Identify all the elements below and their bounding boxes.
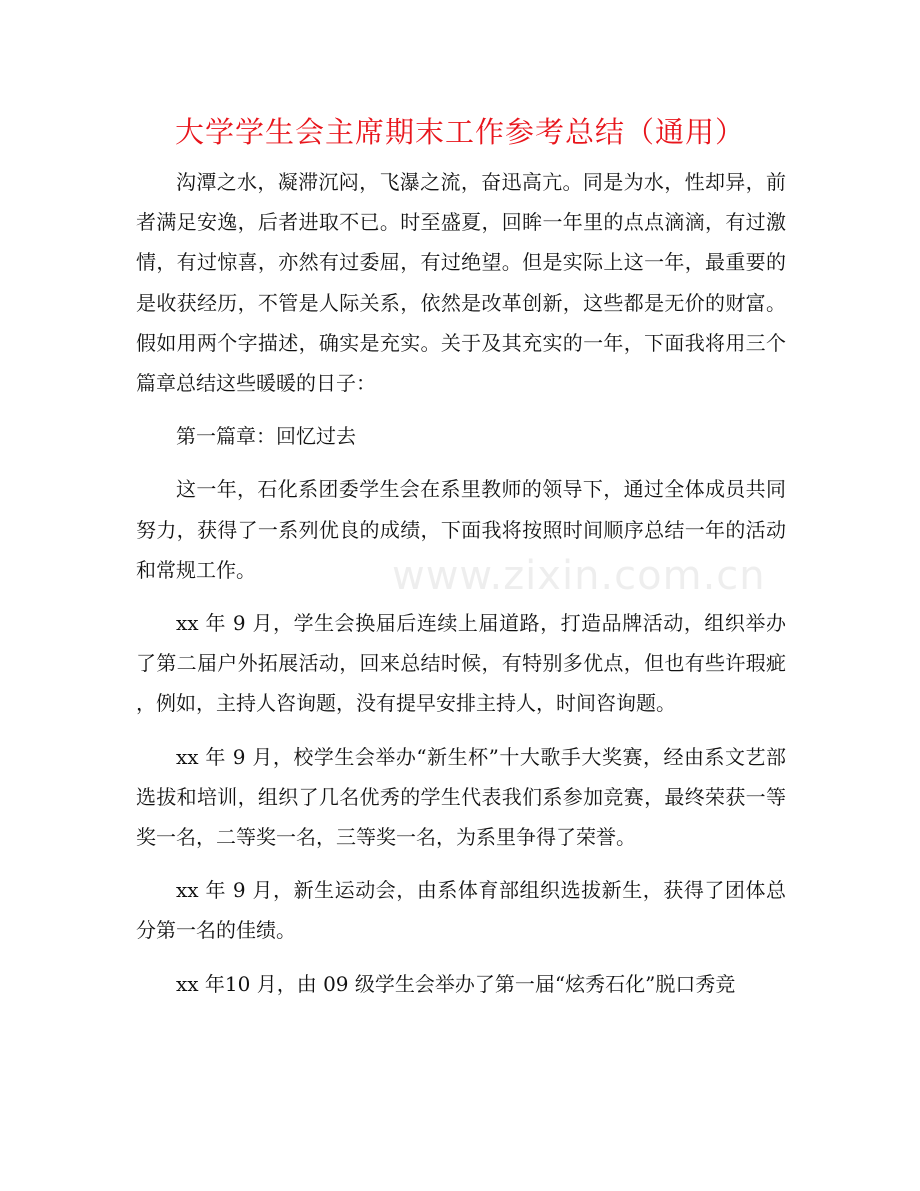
paragraph-event-4: xx 年10 月，由 09 级学生会举办了第一届“炫秀石化”脱口秀竞 xyxy=(176,971,736,996)
paragraph-gap xyxy=(136,951,786,964)
paragraph-event-3: xx 年 9 月，新生运动会，由系体育部组织选拔新生，获得了团体总分第一名的佳绩。 xyxy=(136,878,786,943)
section-heading: 第一篇章：回忆过去 xyxy=(176,424,356,449)
paragraph-intro: 沟潭之水，凝滞沉闷，飞瀑之流，奋迅高亢。同是为水，性却异，前者满足安逸，后者进取不已。时至盛夏，回眸一年里的点点滴滴，有过激情，有过惊喜，亦然有过委屈，有过绝望。但是实际上这一年，最重要的是收获经历，不管是人际关系，依然是改革创新，这些都是无价的财富。假如用两个字描述，确实是充实。关于及其充实的一年，下面我将用三个篇章总结这些暖暖的日子： xyxy=(136,170,786,396)
paragraph-gap xyxy=(136,590,786,603)
watermark: www.zixin.com.cn xyxy=(392,553,766,599)
paragraph-gap xyxy=(136,724,786,737)
paragraph-event-2: xx 年 9 月，校学生会举办“新生杯”十大歌手大奖赛，经由系文艺部选拔和培训，组织了几名优秀的学生代表我们系参加竞赛，最终荣获一等奖一名，二等奖一名，三等奖一名，为系里争得了荣誉。 xyxy=(136,744,786,850)
paragraph-gap xyxy=(136,857,786,870)
paragraph-gap xyxy=(136,456,786,469)
paragraph-event-1: xx 年 9 月，学生会换届后连续上届道路，打造品牌活动，组织举办了第二届户外拓展活动，回来总结时候，有特别多优点，但也有些许瑕疵，例如，主持人咨询题，没有提早安排主持人，时间咨询题。 xyxy=(136,611,786,716)
document-title: 大学学生会主席期末工作参考总结（通用） xyxy=(174,115,745,149)
document-body xyxy=(136,162,786,1004)
paragraph-overview: 这一年，石化系团委学生会在系里教师的领导下，通过全体成员共同努力，获得了一系列优良的成绩，下面我将按照时间顺序总结一年的活动和常规工作。 xyxy=(136,477,786,582)
paragraph-gap xyxy=(136,403,786,416)
